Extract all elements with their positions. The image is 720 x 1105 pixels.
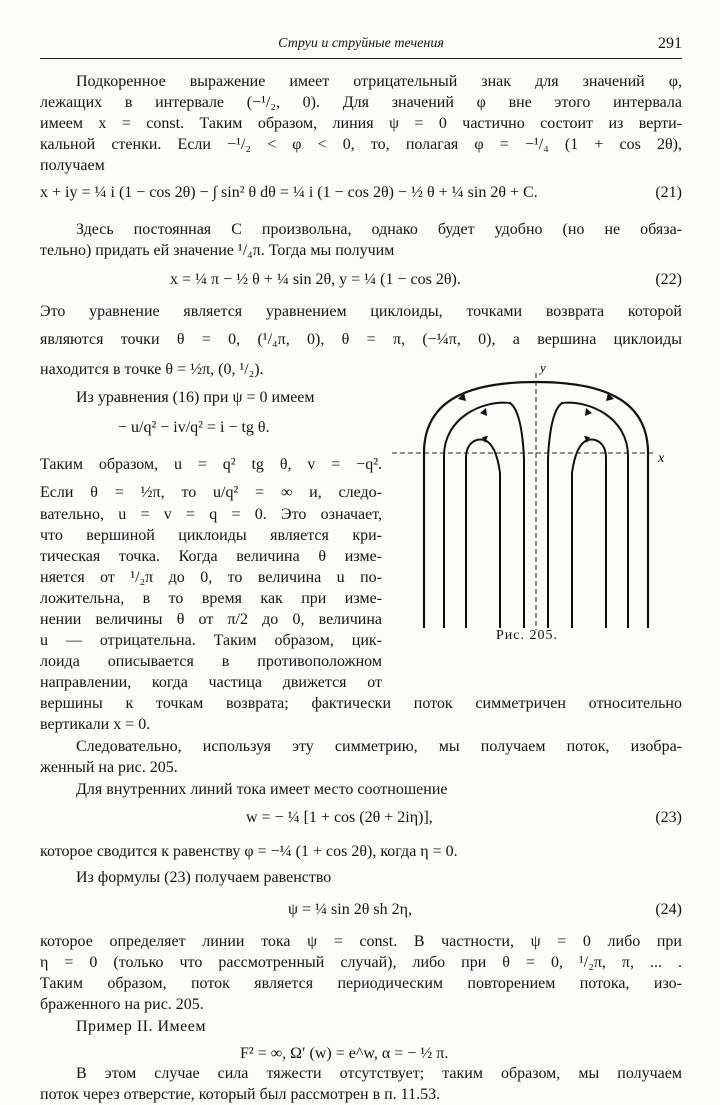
text-line: Из формулы (23) получаем равенство — [76, 869, 332, 886]
text-line: Подкоренное выражение имеет отрицательный знак для значений φ, — [76, 73, 682, 90]
x-axis-label: x — [658, 451, 665, 466]
right-inner-streamline — [572, 440, 606, 628]
text-line: браженного на рис. 205. — [40, 996, 204, 1013]
text-line: Пример II. Имеем — [76, 1018, 207, 1035]
text-line: находится в точке θ = ½π, (0, ¹/₂). — [40, 361, 264, 378]
text-line: Для внутренних линий тока имеет место соотношение — [76, 781, 448, 798]
text-line: ложительна, в то время как при изме- — [40, 590, 382, 607]
left-middle-streamline — [444, 403, 524, 628]
text-line: лоида описывается в противоположном — [40, 653, 382, 670]
equation-23: w = − ¼ [1 + cos (2θ + 2iη)], — [246, 809, 433, 826]
flow-arrow — [480, 408, 487, 416]
text-line: лежащих в интервале (−¹/₂, 0). Для значений φ вне этого интервала — [40, 94, 682, 111]
text-line: направлении, когда частица движется от — [40, 674, 382, 691]
text-line: Это уравнение является уравнением циклоиды, точками возврата которой — [40, 303, 682, 320]
text-line: поток через отверстие, который был рассмотрен в п. 11.53. — [40, 1086, 441, 1103]
text-line: что вершиной циклоиды является кри- — [40, 527, 382, 544]
text-line: u — отрицательна. Таким образом, цик- — [40, 632, 382, 649]
running-header — [40, 34, 682, 59]
text-line: вертикали x = 0. — [40, 716, 151, 733]
text-line: В этом случае сила тяжести отсутствует; таким образом, мы получаем — [76, 1065, 682, 1082]
text-line: которое сводится к равенству φ = −¼ (1 + cos 2θ), когда η = 0. — [40, 843, 458, 860]
header-title: Струи и струйные течения — [278, 36, 444, 51]
text-line: нении величины θ от π/2 до 0, величина — [40, 611, 382, 628]
text-line: Следовательно, используя эту симметрию, мы получаем поток, изобра- — [76, 738, 682, 755]
text-line: которое определяет линии тока ψ = const. В частности, ψ = 0 либо при — [40, 933, 682, 950]
equation-number: (22) — [655, 271, 682, 288]
y-axis-label: y — [540, 360, 546, 375]
text-line: тическая точка. Когда величина θ изме- — [40, 548, 382, 565]
text-line: Таким образом, u = q² tg θ, v = −q². — [40, 456, 382, 473]
text-line: Таким образом, поток является периодическим повторением потока, изо- — [40, 975, 682, 992]
equation-number: (24) — [655, 901, 682, 918]
text-line: вательно, u = v = q = 0. Это означает, — [40, 506, 382, 523]
text-line: имеем x = const. Таким образом, линия ψ = 0 частично состоит из верти- — [40, 115, 682, 132]
flow-arrow — [585, 408, 592, 416]
equation-example-2: F² = ∞, Ω′ (w) = e^w, α = − ½ π. — [240, 1045, 449, 1062]
text-line: няется от ¹/₂π до 0, то величина u по- — [40, 569, 382, 586]
text-line: Из уравнения (16) при ψ = 0 имеем — [76, 389, 315, 406]
figure-caption: Рис. 205. — [496, 628, 558, 643]
text-line: получаем — [40, 157, 105, 174]
text-line: вершины к точкам возврата; фактически поток симметричен относительно — [40, 695, 682, 712]
equation-number: (23) — [655, 809, 682, 826]
text-line: Здесь постоянная C произвольна, однако будет удобно (но не обяза- — [76, 221, 682, 238]
equation-22: x = ¼ π − ½ θ + ¼ sin 2θ, y = ¼ (1 − cos 2θ). — [170, 271, 461, 288]
text-line: η = 0 (только что рассмотренный случай), либо при θ = 0, ¹/₂π, π, ... . — [40, 954, 682, 971]
text-line: Если θ = ½π, то u/q² = ∞ и, следо- — [40, 484, 382, 501]
equation-number: (21) — [655, 184, 682, 201]
figure-205-cycloid — [392, 358, 682, 630]
page-number: 291 — [658, 35, 682, 52]
right-middle-streamline — [548, 403, 628, 628]
left-inner-streamline — [466, 440, 500, 628]
text-line: кальной стенки. Если −¹/₂ < φ < 0, то, полагая φ = −¹/₄ (1 + cos 2θ), — [40, 136, 682, 153]
equation-uv: − u/q² − iv/q² = i − tg θ. — [118, 419, 270, 436]
text-line: женный на рис. 205. — [40, 759, 178, 776]
equation-24: ψ = ¼ sin 2θ sh 2η, — [288, 901, 412, 918]
equation-21: x + iy = ¼ i (1 − cos 2θ) − ∫ sin² θ dθ = ¼ i (1 − cos 2θ) − ½ θ + ¼ sin 2θ + C. — [40, 184, 538, 201]
text-line: являются точки θ = 0, (¹/₄π, 0), θ = π, (−¼π, 0), а вершина циклоиды — [40, 331, 682, 348]
text-line: тельно) придать ей значение ¹/₄π. Тогда мы получим — [40, 242, 395, 259]
